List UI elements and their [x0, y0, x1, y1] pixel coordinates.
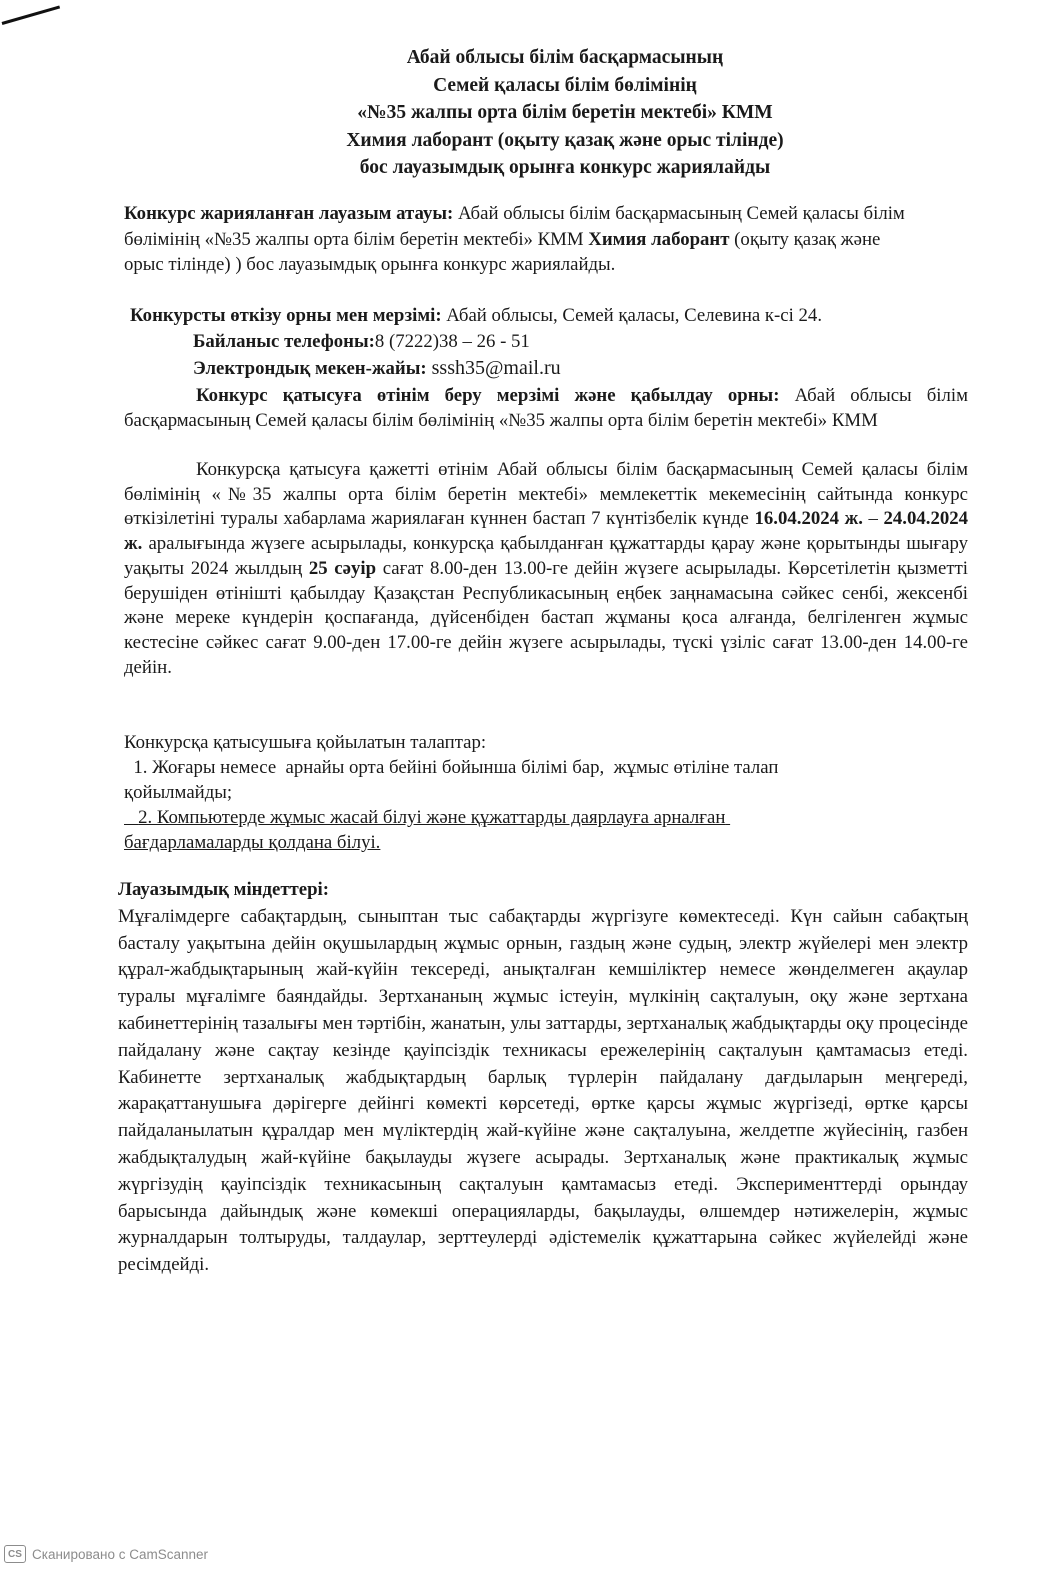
requirement-item-2: 2. Компьютерде жұмыс жасай білуі және құжаттарды даярлауға арналған бағдарламаларды қолдана білуі.	[124, 807, 731, 853]
duties-title: Лауазымдық міндеттері:	[118, 879, 330, 900]
header-line-5: бос лауазымдық орынға конкурс жариялайды	[359, 157, 771, 178]
venue-label: Конкурсты өткізу орны мен мерзімі:	[130, 305, 442, 326]
position-title: Химия лаборант	[588, 228, 730, 250]
header-line-2: Семей қаласы білім бөлімінің	[433, 74, 697, 96]
pen-mark	[2, 6, 61, 25]
position-text-1: Абай облысы білім басқармасының Семей қаласы білім бөлімінің «№35 жалпы орта білім беретін мектебі» КММ	[124, 203, 905, 250]
date-to: 24.04.2024 ж.	[124, 508, 968, 555]
header-line-4: Химия лаборант (оқыту қазақ және орыс тілінде)	[346, 129, 784, 151]
phone-label: Байланыс телефоны:	[193, 331, 375, 352]
email-value: sssh35@mail.ru	[426, 357, 561, 379]
venue-text: Абай облысы, Семей қаласы, Селевина к-сі 24.	[441, 305, 823, 326]
phone-line	[193, 329, 1042, 354]
duties-text: Мұғалімдерге сабақтардың, сыныптан тыс сабақтарды жүргізуге көмектеседі. Күн сайын сабақтың басталу уақытына дейін оқушылардың жұмыс орнын, газдың және судың, электр жүйелері мен электр құрал-жабдықтарының жай-күйін тексереді, анықталған кемшіліктер немесе жөнделмеген ақаулар туралы мұғалімге баяндайды. Зертхананың жұмыс істеуін, мүлкінің сақталуын, оқу және зертхана кабинеттерінің тазалығы мен тәртібін, жанатын, улы заттарды, зертханалық жабдықтарды оқу процесінде пайдалану және сақтау кезінде қауіпсіздік техникасы ережелерінің сақталуын қамтамасыз етеді. Кабинетте зертханалық жабдықтардың барлық түрлерін пайдалану дағдыларын меңгереді, жарақаттанушыға дәрігерге дейінгі көмекті көрсетеді, өртке қарсы жұмыс жүргізеді, өртке қарсы пайдаланылатын құралдар мен мүліктердің жай-күйіне және сақталуына, желдетпе жүйесінің, газбен жабдықталудың жай-күйіне бақылауды жүзеге асырады. Зертханалық және практикалық жұмыс жүргізудің қауіпсіздік техникасының сақталуын қамтамасыз етеді. Эксперименттерді орындау барысында дайындық және көмекші операцияларды, бақылауды, өлшемдер нәтижелерін, жұмыс журналдарын толтыруды, талдаулар, зерттеулерді әдістемелік құжаттарына сәйкес жүйелейді және ресімдейді.	[118, 905, 968, 1276]
procedure-paragraph	[124, 458, 968, 680]
application-paragraph	[124, 384, 968, 433]
position-paragraph	[124, 201, 924, 278]
header-line-1: Абай облысы білім басқармасының	[406, 47, 724, 68]
position-label: Конкурс жарияланған лауазым атауы:	[124, 203, 454, 224]
requirement-item-1: 1. Жоғары немесе арнайы орта бейіні бойынша білімі бар, жұмыс өтіліне талап қойылмайды;	[124, 757, 784, 803]
application-label: Конкурс қатысуға өтінім беру мерзімі және қабылдау орны:	[196, 385, 780, 406]
document-header	[240, 44, 890, 182]
phone-value: 8 (7222)38 – 26 - 51	[374, 331, 530, 352]
application-text: Абай облысы білім басқармасының Семей қаласы білім бөлімінің «№35 жалпы орта білім беретін мектебі» КММ	[124, 385, 968, 431]
email-label: Электрондық мекен-жайы:	[193, 358, 427, 379]
venue-line	[130, 303, 990, 328]
camscanner-icon: CS	[4, 1545, 26, 1563]
procedure-text-3: сағат 8.00-ден 13.00-ге дейін жүзеге асырылады. Көрсетілетін қызметті берушіден өтінішті қабылдау Қазақстан Республикасының еңбек заңнамасына сәйкес сенбі, жексенбі және мереке күндерін қоспағанда, дүйсенбіден бастап жұманы қоса алғанда, белгіленген жұмыс кестесіне сәйкес сағат 9.00-ден 17.00-ге дейін жүзеге асырылады, түскі үзіліс сағат 13.00-ден 14.00-ге дейін.	[124, 557, 969, 678]
requirements-title: Конкурсқа қатысушыға қойылатын талаптар:	[124, 732, 487, 753]
duties-section	[118, 877, 968, 1279]
procedure-text-2: аралығында жүзеге асырылады, конкурсқа қабылданған құжаттарды қарау және қорытынды шығару уақыты 2024 жылдың	[124, 533, 968, 579]
position-text-2: (оқыту қазақ және орыс тілінде) ) бос лауазымдық орынға конкурс жариялайды.	[124, 228, 881, 275]
result-date: 25 сәуір	[308, 557, 377, 579]
scanner-watermark	[4, 1545, 208, 1563]
header-line-3: «№35 жалпы орта білім беретін мектебі» КММ	[357, 102, 773, 123]
scanner-watermark-text: Сканировано с CamScanner	[32, 1546, 209, 1562]
procedure-text-1: Конкурсқа қатысуға қажетті өтінім Абай облысы білім басқармасының Семей қаласы білім бөлімінің «№35 жалпы орта білім беретін мектебі» мемлекеттік мекемесінің сайтында конкурс өткізілетіні туралы хабарлама жариялаған күннен бастап 7 күнтізбелік күнде	[124, 459, 968, 530]
requirements-section	[124, 730, 884, 855]
date-from: 16.04.2024 ж.	[754, 508, 863, 530]
email-line	[193, 356, 1042, 381]
date-dash: –	[862, 508, 884, 530]
